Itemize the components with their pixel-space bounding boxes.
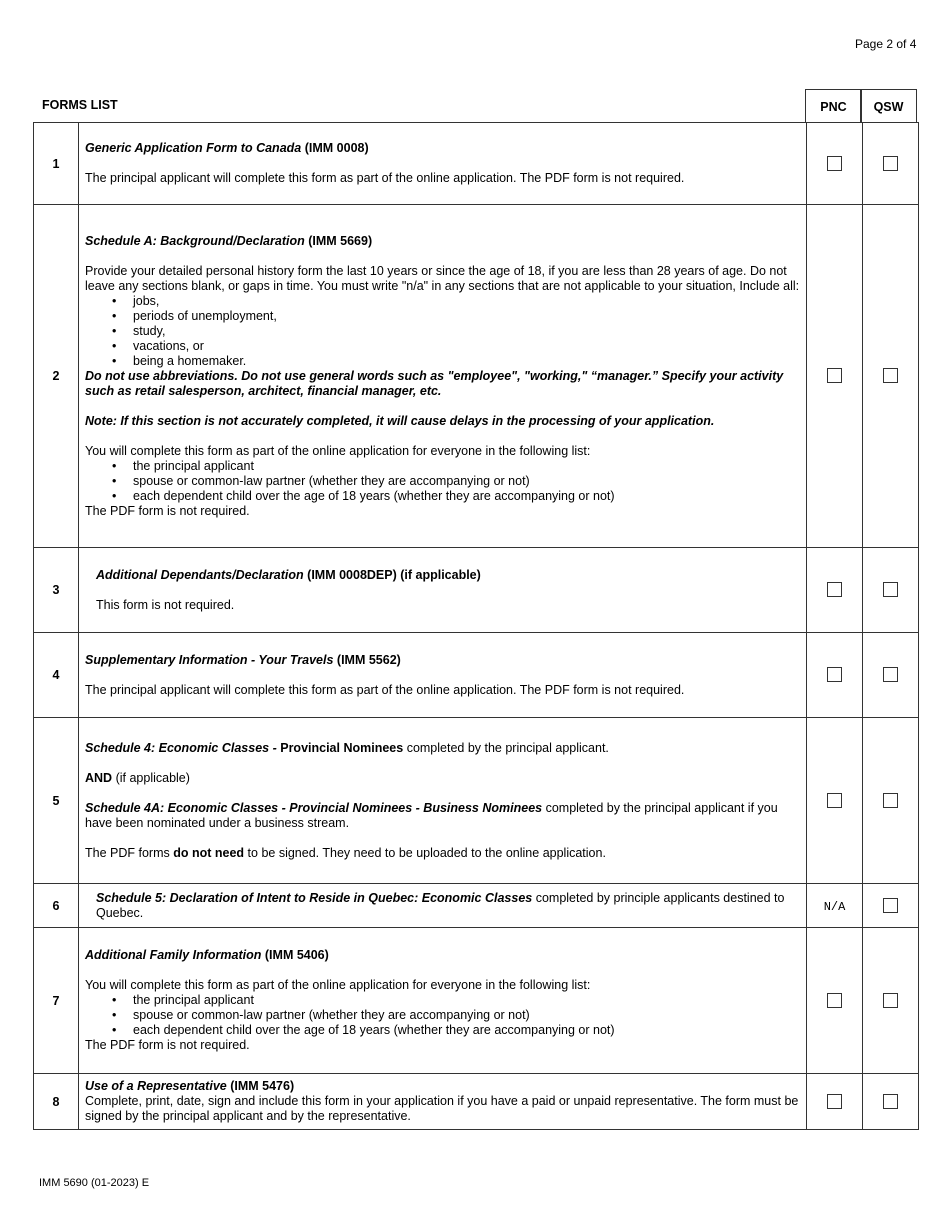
form-title-2: Schedule 4A: Economic Classes - Provincial Nominees - Business Nominees xyxy=(85,800,543,815)
forms-list-title: FORMS LIST xyxy=(42,98,118,112)
form-code: (IMM 0008) xyxy=(304,141,369,155)
applicant-list xyxy=(85,459,800,504)
row-number: 4 xyxy=(34,633,79,718)
list-item: • the principal applicant xyxy=(133,459,800,474)
form-description: This form is not required. xyxy=(96,597,235,612)
row-content xyxy=(79,548,807,633)
list-item: • being a homemaker. xyxy=(133,354,800,369)
form-title-2-rest: completed by the principal applicant if you have been nominated under a business stream. xyxy=(85,800,778,830)
row-number: 7 xyxy=(34,928,79,1074)
qsw-checkbox[interactable] xyxy=(883,898,898,913)
closing-text: The PDF form is not required. xyxy=(85,503,250,518)
list-item: • each dependent child over the age of 18 years (whether they are accompanying or not) xyxy=(133,489,800,504)
table-row xyxy=(34,718,919,884)
signing-text-b: do not need xyxy=(173,845,245,860)
row-number: 6 xyxy=(34,884,79,928)
list-item: • periods of unemployment, xyxy=(133,309,800,324)
form-code: (IMM 5562) xyxy=(336,652,401,667)
list-item: • jobs, xyxy=(133,294,800,309)
qsw-checkbox[interactable] xyxy=(883,667,898,682)
form-code-footer: IMM 5690 (01-2023) E xyxy=(39,1177,150,1189)
pnc-not-applicable: N/A xyxy=(823,899,846,914)
pnc-checkbox[interactable] xyxy=(827,993,842,1008)
pnc-checkbox[interactable] xyxy=(827,1094,842,1109)
list-item: • spouse or common-law partner (whether they are accompanying or not) xyxy=(133,474,800,489)
applicant-list xyxy=(85,993,800,1038)
qsw-checkbox[interactable] xyxy=(883,582,898,597)
qsw-checkbox[interactable] xyxy=(883,793,898,808)
row-number: 1 xyxy=(34,123,79,205)
forms-table xyxy=(33,122,919,1130)
pnc-checkbox[interactable] xyxy=(827,793,842,808)
form-description: Provide your detailed personal history form the last 10 years or since the age of 18, if you are less than 28 years of age. Do not leave any sections blank, or gaps in time. You must write "n/a" in any sections that are not applicable to your situation, Include all: xyxy=(85,263,800,293)
qsw-checkbox[interactable] xyxy=(883,1094,898,1109)
pnc-checkbox[interactable] xyxy=(827,368,842,383)
row-content xyxy=(79,205,807,548)
and-rest: (if applicable) xyxy=(115,770,190,785)
qsw-checkbox[interactable] xyxy=(883,156,898,171)
form-title: Schedule 4: Economic Classes - xyxy=(85,740,277,755)
page-number: Page 2 of 4 xyxy=(855,37,917,51)
form-description: The principal applicant will complete this form as part of the online application. The PDF form is not required. xyxy=(85,682,685,697)
row-number: 8 xyxy=(34,1074,79,1130)
table-row xyxy=(34,548,919,633)
row-content xyxy=(79,633,807,718)
table-row xyxy=(34,205,919,548)
form-title: Supplementary Information - Your Travels xyxy=(85,652,334,667)
closing-text: The PDF form is not required. xyxy=(85,1038,250,1052)
pnc-column-header: PNC xyxy=(805,89,862,123)
form-description: Complete, print, date, sign and include this form in your application if you have a paid or unpaid representative. The form must be signed by the principal applicant and by the representative. xyxy=(85,1094,799,1123)
row-number: 5 xyxy=(34,718,79,884)
form-code: (IMM 5476) xyxy=(230,1079,295,1093)
table-row xyxy=(34,928,919,1074)
pnc-checkbox[interactable] xyxy=(827,582,842,597)
row-content xyxy=(79,884,807,928)
abbreviation-warning: Do not use abbreviations. Do not use general words such as "employee", "working," “manager.” Specify your activity such as retail salesperson, architect, financial manager, etc. xyxy=(85,368,784,398)
row-content xyxy=(79,123,807,205)
row-content xyxy=(79,718,807,884)
list-intro: You will complete this form as part of the online application for everyone in the following list: xyxy=(85,978,591,992)
row-content xyxy=(79,1074,807,1130)
table-row xyxy=(34,1074,919,1130)
signing-text-c: to be signed. They need to be uploaded to the online application. xyxy=(247,845,606,860)
form-title: Schedule 5: Declaration of Intent to Reside in Quebec: Economic Classes xyxy=(96,890,533,905)
and-label: AND xyxy=(85,770,113,785)
form-description: The principal applicant will complete this form as part of the online application. The PDF form is not required. xyxy=(85,171,685,185)
form-title: Additional Dependants/Declaration xyxy=(96,567,304,582)
form-title: Generic Application Form to Canada xyxy=(85,141,302,155)
list-intro: You will complete this form as part of the online application for everyone in the following list: xyxy=(85,443,591,458)
list-item: • each dependent child over the age of 18 years (whether they are accompanying or not) xyxy=(133,1023,800,1038)
form-title-rest: completed by the principal applicant. xyxy=(406,740,609,755)
list-item: • the principal applicant xyxy=(133,993,800,1008)
forms-list-header xyxy=(33,89,917,123)
form-code: (IMM 5669) xyxy=(308,233,373,248)
qsw-checkbox[interactable] xyxy=(883,368,898,383)
table-row xyxy=(34,633,919,718)
row-number: 2 xyxy=(34,205,79,548)
list-item: • spouse or common-law partner (whether they are accompanying or not) xyxy=(133,1008,800,1023)
pnc-checkbox[interactable] xyxy=(827,667,842,682)
row-content xyxy=(79,928,807,1074)
table-row xyxy=(34,123,919,205)
qsw-checkbox[interactable] xyxy=(883,993,898,1008)
form-code: (IMM 5406) xyxy=(264,948,329,962)
form-code: (IMM 0008DEP) (if applicable) xyxy=(307,567,481,582)
list-item: • vacations, or xyxy=(133,339,800,354)
activity-list xyxy=(85,294,800,369)
accuracy-note: Note: If this section is not accurately completed, it will cause delays in the processing of your application. xyxy=(85,413,715,428)
form-title: Schedule A: Background/Declaration xyxy=(85,233,305,248)
form-title: Additional Family Information xyxy=(85,948,262,962)
qsw-column-header: QSW xyxy=(860,89,917,123)
table-row xyxy=(34,884,919,928)
list-item: • study, xyxy=(133,324,800,339)
form-title-rest: completed by principle applicants destined to Quebec. xyxy=(96,890,785,920)
row-number: 3 xyxy=(34,548,79,633)
signing-text-a: The PDF forms xyxy=(85,845,170,860)
pnc-checkbox[interactable] xyxy=(827,156,842,171)
form-title-bold: Provincial Nominees xyxy=(280,740,404,755)
form-title: Use of a Representative xyxy=(85,1079,227,1093)
